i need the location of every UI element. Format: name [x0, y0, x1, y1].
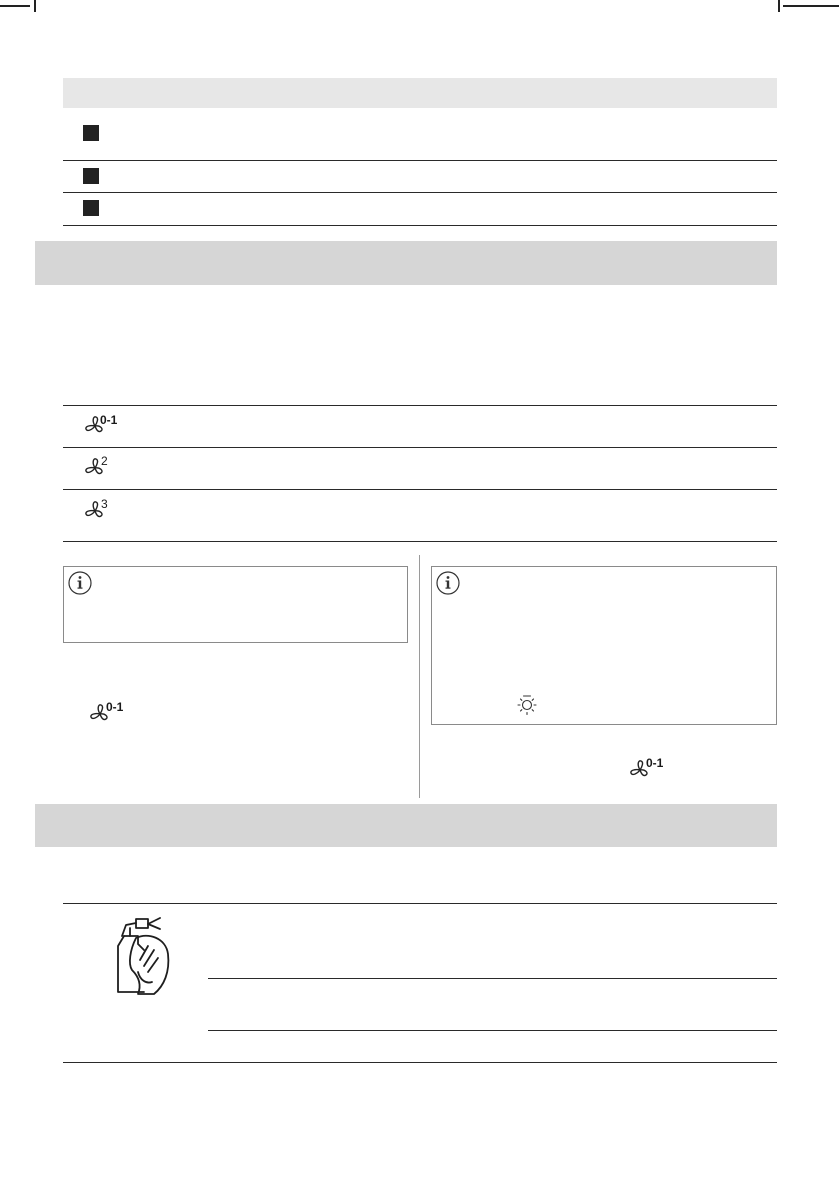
spray-cleaning-icon	[108, 914, 174, 996]
crop-mark-top-right	[783, 5, 839, 7]
info-icon	[435, 570, 461, 596]
table-divider	[63, 225, 777, 226]
crop-mark-top-right-vertical	[778, 0, 780, 12]
table-divider	[63, 1062, 777, 1063]
info-note-left	[63, 566, 408, 643]
crop-mark-top-left-vertical	[34, 0, 36, 12]
table-divider	[63, 903, 777, 904]
marker-square-1	[83, 125, 99, 141]
table-divider	[208, 978, 777, 979]
table-header	[63, 78, 777, 108]
table-divider	[208, 1030, 777, 1031]
fan-speed-label: 2	[101, 454, 108, 468]
column-divider	[419, 555, 420, 798]
info-icon	[67, 570, 93, 596]
fan-speed-label: 3	[101, 497, 108, 511]
table-divider	[63, 192, 777, 193]
light-bulb-icon	[515, 694, 539, 716]
table-divider	[63, 489, 777, 490]
crop-mark-top-left	[0, 5, 30, 7]
table-divider	[63, 160, 777, 161]
section-header-bar	[35, 241, 777, 285]
marker-square-2	[83, 168, 99, 184]
table-divider	[63, 405, 777, 406]
fan-speed-label: 0-1	[100, 413, 118, 427]
fan-speed-label: 0-1	[106, 700, 124, 714]
section-header-bar	[35, 804, 777, 847]
info-note-right	[431, 566, 777, 725]
marker-square-3	[83, 200, 99, 216]
table-divider	[63, 447, 777, 448]
fan-speed-label: 0-1	[646, 756, 664, 770]
table-divider	[63, 541, 777, 542]
